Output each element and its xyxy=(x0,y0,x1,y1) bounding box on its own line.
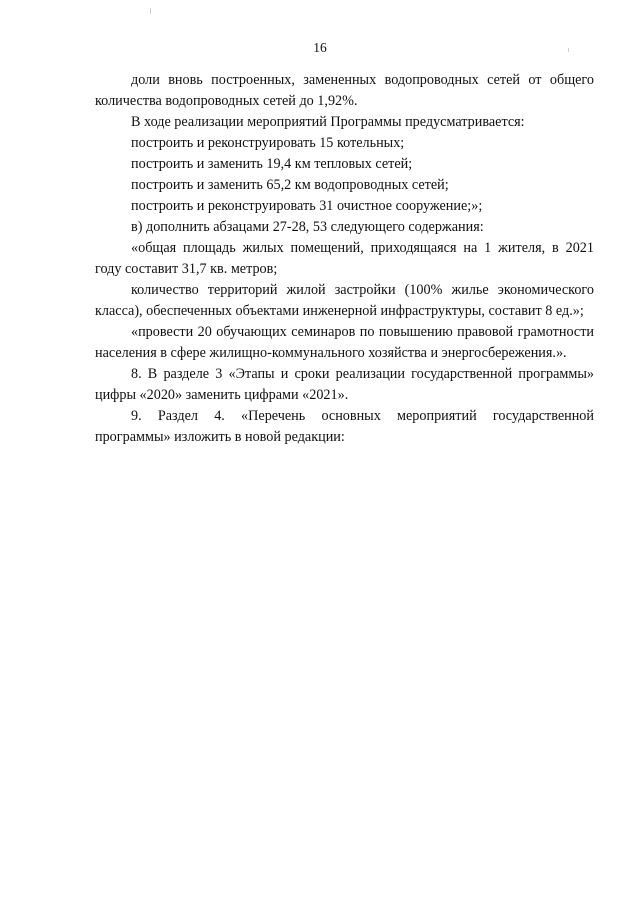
paragraph: в) дополнить абзацами 27-28, 53 следующего содержания: xyxy=(131,219,484,235)
paragraph: 8. В разделе 3 «Этапы и сроки реализации государственной программы» цифры «2020» заменить цифрами «2021». xyxy=(95,366,594,403)
paragraph: построить и реконструировать 31 очистное сооружение;»; xyxy=(131,198,483,214)
page-number: 16 xyxy=(313,40,327,55)
scan-artifact xyxy=(150,8,151,14)
paragraph: доли вновь построенных, замененных водопроводных сетей от общего количества водопроводных сетей до 1,92%. xyxy=(95,72,594,109)
paragraph: 9. Раздел 4. «Перечень основных мероприятий государственной программы» изложить в новой редакции: xyxy=(95,408,594,445)
paragraph: «провести 20 обучающих семинаров по повышению правовой грамотности населения в сфере жилищно-коммунального хозяйства и энергосбережения.». xyxy=(95,324,594,361)
paragraph: построить и заменить 19,4 км тепловых сетей; xyxy=(131,156,413,172)
paragraph: построить и заменить 65,2 км водопроводных сетей; xyxy=(131,177,449,193)
paragraph: количество территорий жилой застройки (100% жилье экономического класса), обеспеченных объектами инженерной инфраструктуры, составит 8 ед.»; xyxy=(95,282,594,319)
paragraph: построить и реконструировать 15 котельных; xyxy=(131,135,405,151)
paragraph: В ходе реализации мероприятий Программы предусматривается: xyxy=(131,114,525,130)
document-body xyxy=(95,70,594,448)
paragraph: «общая площадь жилых помещений, приходящаяся на 1 жителя, в 2021 году составит 31,7 кв. метров; xyxy=(95,240,594,277)
